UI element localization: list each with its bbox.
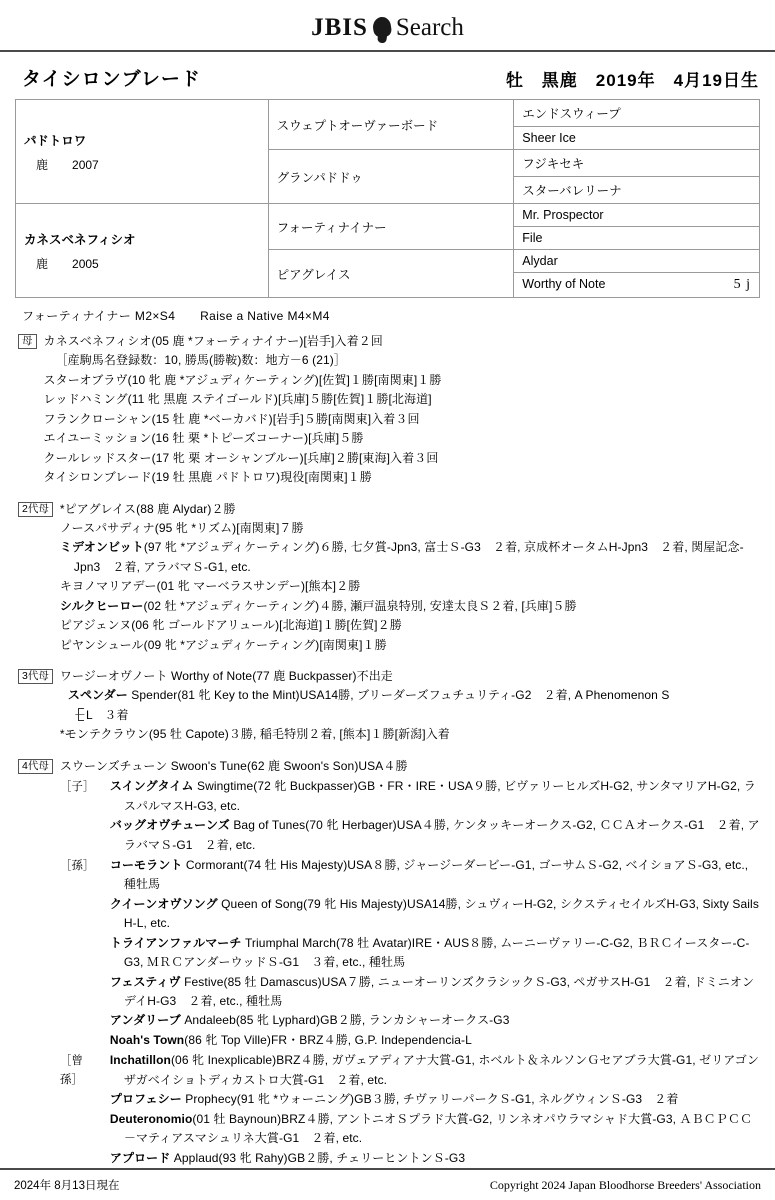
list-item-text: (02 牡 *アジュディケーティング)４勝, 瀬戸温泉特別, 安達太良Ｓ２着, [兵庫]５勝	[143, 598, 577, 613]
list-item-text: *ピアグレイス(88 鹿 Alydar)２勝	[59, 501, 236, 516]
site-header	[0, 0, 775, 48]
list-item[interactable]: スターオブラヴ(10 牝 鹿 *アジュディケーティング)[佐賀]１勝[南関東]１勝	[43, 372, 442, 387]
generation-3rd-dam	[0, 667, 775, 745]
table-row	[16, 204, 760, 227]
generation-tag-4th-dam: 4代母	[18, 759, 53, 774]
list-item[interactable]	[104, 1011, 761, 1030]
list-item-name: ミデオンビット	[59, 540, 144, 555]
list-item[interactable]	[104, 856, 761, 895]
spacer	[0, 488, 775, 498]
sire-dam-dam-cell[interactable]: スターバレリーナ	[514, 177, 760, 204]
list-item-text: ピヤンシュール(09 牝 *アジュディケーティング)[南関東]１勝	[59, 637, 387, 652]
list-item[interactable]	[60, 597, 761, 616]
inbreeding-line: フォーティナイナー M2×S4 Raise a Native M4×M4	[22, 309, 330, 323]
list-item: ［産駒馬名登録数：10, 勝馬(勝鞍)数：地方－6 (21)］	[55, 353, 346, 368]
list-item[interactable]: ワージーオヴノート Worthy of Note(77 鹿 Buckpasser)不出走	[59, 669, 393, 683]
spacer	[0, 745, 775, 755]
list-item[interactable]	[104, 934, 761, 973]
group-label: ［子］	[59, 781, 95, 794]
list-item[interactable]	[60, 636, 761, 655]
list-item[interactable]	[104, 1090, 761, 1109]
pedigree-table	[15, 99, 760, 298]
sire-dam-cell[interactable]: グランパドドゥ	[268, 150, 514, 204]
dam-name: カネスベネフィシオ	[24, 232, 136, 247]
list-item-name: Noah's Town	[109, 1032, 185, 1047]
group-great-grandchildren	[60, 1051, 761, 1168]
group-grandchildren	[60, 856, 761, 1050]
list-item-text: (97 牝 *アジュディケーティング)６勝, 七夕賞-Jpn3, 富士Ｓ-G3 ２着, 京成杯オータムH-Jpn3 ２着, 関屋記念-Jpn3 ２着, アラバマＳ-G1, etc.	[73, 540, 744, 574]
list-item-name: トライアンファルマーチ	[109, 935, 242, 950]
list-item-name: アプロード	[109, 1150, 171, 1165]
list-item-name: スイングタイム	[109, 779, 194, 794]
generation-2nd-dam-body	[60, 500, 761, 656]
list-item-text: ピアジェンヌ(06 牝 ゴールドアリュール)[北海道]１勝[佐賀]２勝	[59, 618, 402, 633]
group-body	[104, 1051, 761, 1168]
brand-search-text: Search	[395, 14, 464, 41]
generation-dam-head	[18, 332, 761, 488]
generation-tag-3rd-dam: 3代母	[18, 669, 53, 684]
list-item-name: クイーンオヴソング	[109, 896, 218, 911]
list-item-name: シルクヒーロー	[59, 598, 144, 613]
sire-dam-sire-cell[interactable]: フジキセキ	[514, 150, 760, 177]
list-item[interactable]: カネスベネフィシオ(05 鹿 *フォーティナイナー)[岩手]入着２回	[43, 334, 383, 348]
dam-details	[24, 255, 260, 272]
list-item[interactable]	[104, 1031, 761, 1050]
list-item[interactable]	[104, 816, 761, 855]
footer-date: 2024年 8月13日現在	[14, 1180, 120, 1192]
generation-3rd-dam-head	[18, 667, 761, 745]
list-item-text: (06 牝 Inexplicable)BRZ４勝, ガヴェアディアナ大賞-G1, ホベルト＆ネルソンＧセアブラ大賞-G1, ゼリアゴンザガベイショトディカストロ大賞-G1 ２着, etc.	[123, 1053, 760, 1087]
table-row	[16, 100, 760, 127]
dam-cell[interactable]	[16, 204, 269, 298]
sire-color: 鹿	[36, 157, 51, 172]
sire-name: パドトロワ	[24, 133, 87, 148]
list-item[interactable]	[104, 895, 761, 934]
sire-sire-dam-cell[interactable]: Sheer Ice	[514, 127, 760, 150]
list-item-text: Andaleeb(85 牝 Lyphard)GB２勝, ランカシャーオークス-G3	[180, 1013, 510, 1028]
group-children	[60, 777, 761, 855]
sire-cell[interactable]	[16, 100, 269, 204]
list-item[interactable]	[104, 1110, 761, 1149]
generation-4th-dam-body	[60, 757, 761, 1168]
list-item[interactable]	[104, 1051, 761, 1090]
group-label: ［曾孫］	[59, 1055, 83, 1086]
page-title: タイシロンブレード	[22, 69, 201, 90]
list-item-text: Swingtime(72 牝 Buckpasser)GB・FR・IRE・USA９勝, ビヴァリーヒルズH-G2, サンタマリアH-G2, ラスパルマスH-G3, etc.	[123, 779, 756, 813]
list-item-text: Cormorant(74 牡 His Majesty)USA８勝, ジャージーダービー-G1, ゴーサムＳ-G2, ベイショアＳ-G3, etc., 種牡馬	[123, 857, 749, 892]
generation-dam-body	[44, 332, 762, 488]
group-body	[104, 856, 761, 1050]
list-item-text: Prophecy(91 牝 *ウォーニング)GB３勝, チヴァリーパークＳ-G1, ネルグウィンＳ-G3 ２着	[181, 1092, 679, 1107]
horse-attributes: 牡 黒鹿 2019年 4月19日生	[505, 71, 759, 90]
list-item[interactable]: スウーンズチューン Swoon's Tune(62 鹿 Swoon's Son)USA４勝	[59, 758, 408, 773]
list-item[interactable]	[104, 777, 761, 816]
list-item-text: キヨノマリアデー(01 牝 マーベラスサンデー)[熊本]２勝	[59, 579, 361, 594]
list-item-name: アンダリーブ	[109, 1013, 181, 1028]
footer-copyright: Copyright 2024 Japan Bloodhorse Breeders' Association	[489, 1177, 761, 1192]
dam-sire-sire-cell[interactable]: Mr. Prospector	[514, 204, 760, 227]
list-item-name: バッグオヴチューンズ	[109, 818, 230, 833]
list-item[interactable]	[60, 538, 761, 577]
list-item[interactable]	[104, 1149, 761, 1168]
list-item[interactable]: レッドハミング(11 牝 黒鹿 ステイゴールド)[兵庫]５勝[佐賀]１勝[北海道]	[43, 392, 432, 407]
list-item-name: コーモラント	[109, 857, 183, 872]
list-item-name: Inchatillon	[109, 1053, 171, 1068]
sire-details	[24, 156, 260, 173]
generation-2nd-dam	[0, 500, 775, 656]
sire-sire-sire-cell[interactable]: エンドスウィープ	[514, 100, 760, 127]
generation-tag-2nd-dam: 2代母	[18, 502, 53, 517]
list-item[interactable]	[60, 577, 761, 596]
list-item-text: (86 牝 Top Ville)FR・BRZ４勝, G.P. Independencia-L	[184, 1032, 472, 1047]
list-item-name: Deuteronomio	[109, 1111, 193, 1126]
generation-4th-dam	[0, 757, 775, 1168]
dam-dam-sire-cell[interactable]: Alydar	[514, 250, 760, 273]
list-item[interactable]: タイシロンブレード(19 牡 黒鹿 パドトロワ)現役[南関東]１勝	[43, 470, 372, 485]
list-item[interactable]	[60, 500, 761, 519]
list-item-text: Bag of Tunes(70 牝 Herbager)USA４勝, ケンタッキーオークス-G2, ＣＣＡオークス-G1 ２着, アラバマＳ-G1 ２着, etc.	[123, 818, 760, 852]
dam-color: 鹿	[36, 256, 51, 271]
list-item-text: Queen of Song(79 牝 His Majesty)USA14勝, シュヴィーH-G2, シクスティセイルズH-G3, Sixty Sails H-L, etc.	[123, 896, 759, 931]
sire-year: 2007	[72, 157, 99, 172]
list-item[interactable]: クールレッドスター(17 牝 栗 オーシャンブルー)[兵庫]２勝[東海]入着３回	[43, 450, 439, 465]
list-item[interactable]	[60, 616, 761, 635]
pedigree-table-wrap	[0, 99, 775, 298]
page-footer	[0, 1168, 775, 1200]
sire-sire-cell[interactable]: スウェプトオーヴァーボード	[268, 100, 514, 150]
list-item[interactable]	[104, 973, 761, 1012]
list-item[interactable]: エイユーミッション(16 牡 栗 *トピーズコーナー)[兵庫]５勝	[43, 431, 364, 446]
list-item[interactable]	[60, 519, 761, 538]
horse-head-icon	[371, 17, 393, 43]
list-item-name: プロフェシー	[109, 1092, 182, 1107]
dam-year: 2005	[72, 256, 99, 271]
generation-tag-dam: 母	[18, 334, 37, 349]
dam-sire-cell[interactable]: フォーティナイナー	[268, 204, 514, 250]
list-item-text: Applaud(93 牝 Rahy)GB２勝, チェリーヒントンＳ-G3	[170, 1150, 466, 1165]
dam-dam-dam-name: Worthy of Note	[522, 277, 606, 291]
list-item-text: Festive(85 牡 Damascus)USA７勝, ニューオーリンズクラシックＳ-G3, ペガサスH-G1 ２着, ドミニオンデイH-G3 ２着, etc., 種牡馬	[123, 974, 755, 1008]
list-item-continuation: －L ３着	[74, 706, 761, 725]
jbis-search-logo[interactable]	[311, 14, 464, 42]
generation-3rd-dam-body	[60, 667, 761, 745]
generation-2nd-dam-head	[18, 500, 761, 656]
list-item-text: ノースパサディナ(95 牝 *リズム)[南関東]７勝	[59, 520, 304, 535]
dam-dam-cell[interactable]: ピアグレイス	[268, 250, 514, 298]
list-item[interactable]: フランクローシャン(15 牡 鹿 *ベーカバド)[岩手]５勝[南関東]入着３回	[43, 411, 420, 426]
title-row	[0, 52, 775, 99]
list-item-text: (01 牡 Baynoun)BRZ４勝, アントニオＳプラド大賞-G2, リンネオパウラマシャド大賞-G3, ＡＢＣＰＣＣ－マティアスマシュリネ大賞-G1 ２着, etc.	[123, 1111, 753, 1146]
brand-jbis-text: JBIS	[311, 14, 368, 41]
generation-dam	[0, 332, 775, 488]
group-label: ［孫］	[59, 859, 95, 872]
list-item[interactable]: *モンテクラウン(95 牡 Capote)３勝, 稲毛特別２着, [熊本]１勝[新潟]入着	[59, 727, 450, 742]
dam-sire-dam-cell[interactable]: File	[514, 227, 760, 250]
list-item-name: スペンダー	[67, 688, 128, 703]
group-body	[104, 777, 761, 855]
dam-dam-dam-cell[interactable]	[514, 273, 760, 298]
generation-4th-dam-head	[18, 757, 761, 1168]
list-item-text: Spender(81 牝 Key to the Mint)USA14勝, ブリーダーズフュチュリティ-G2 ２着, A Phenomenon S	[127, 688, 670, 703]
spacer	[0, 655, 775, 665]
page-mark: 5 j	[733, 277, 751, 292]
list-item-name: フェスティヴ	[109, 974, 181, 989]
list-item[interactable]	[60, 686, 761, 705]
list-item-text: Triumphal March(78 牡 Avatar)IRE・AUS８勝, ムーニーヴァリー-C-G2, ＢＲＣイースター-C-G3, ＭＲＣアンダーウッドＳ-G1 ３着, etc., 種牡馬	[123, 935, 750, 970]
